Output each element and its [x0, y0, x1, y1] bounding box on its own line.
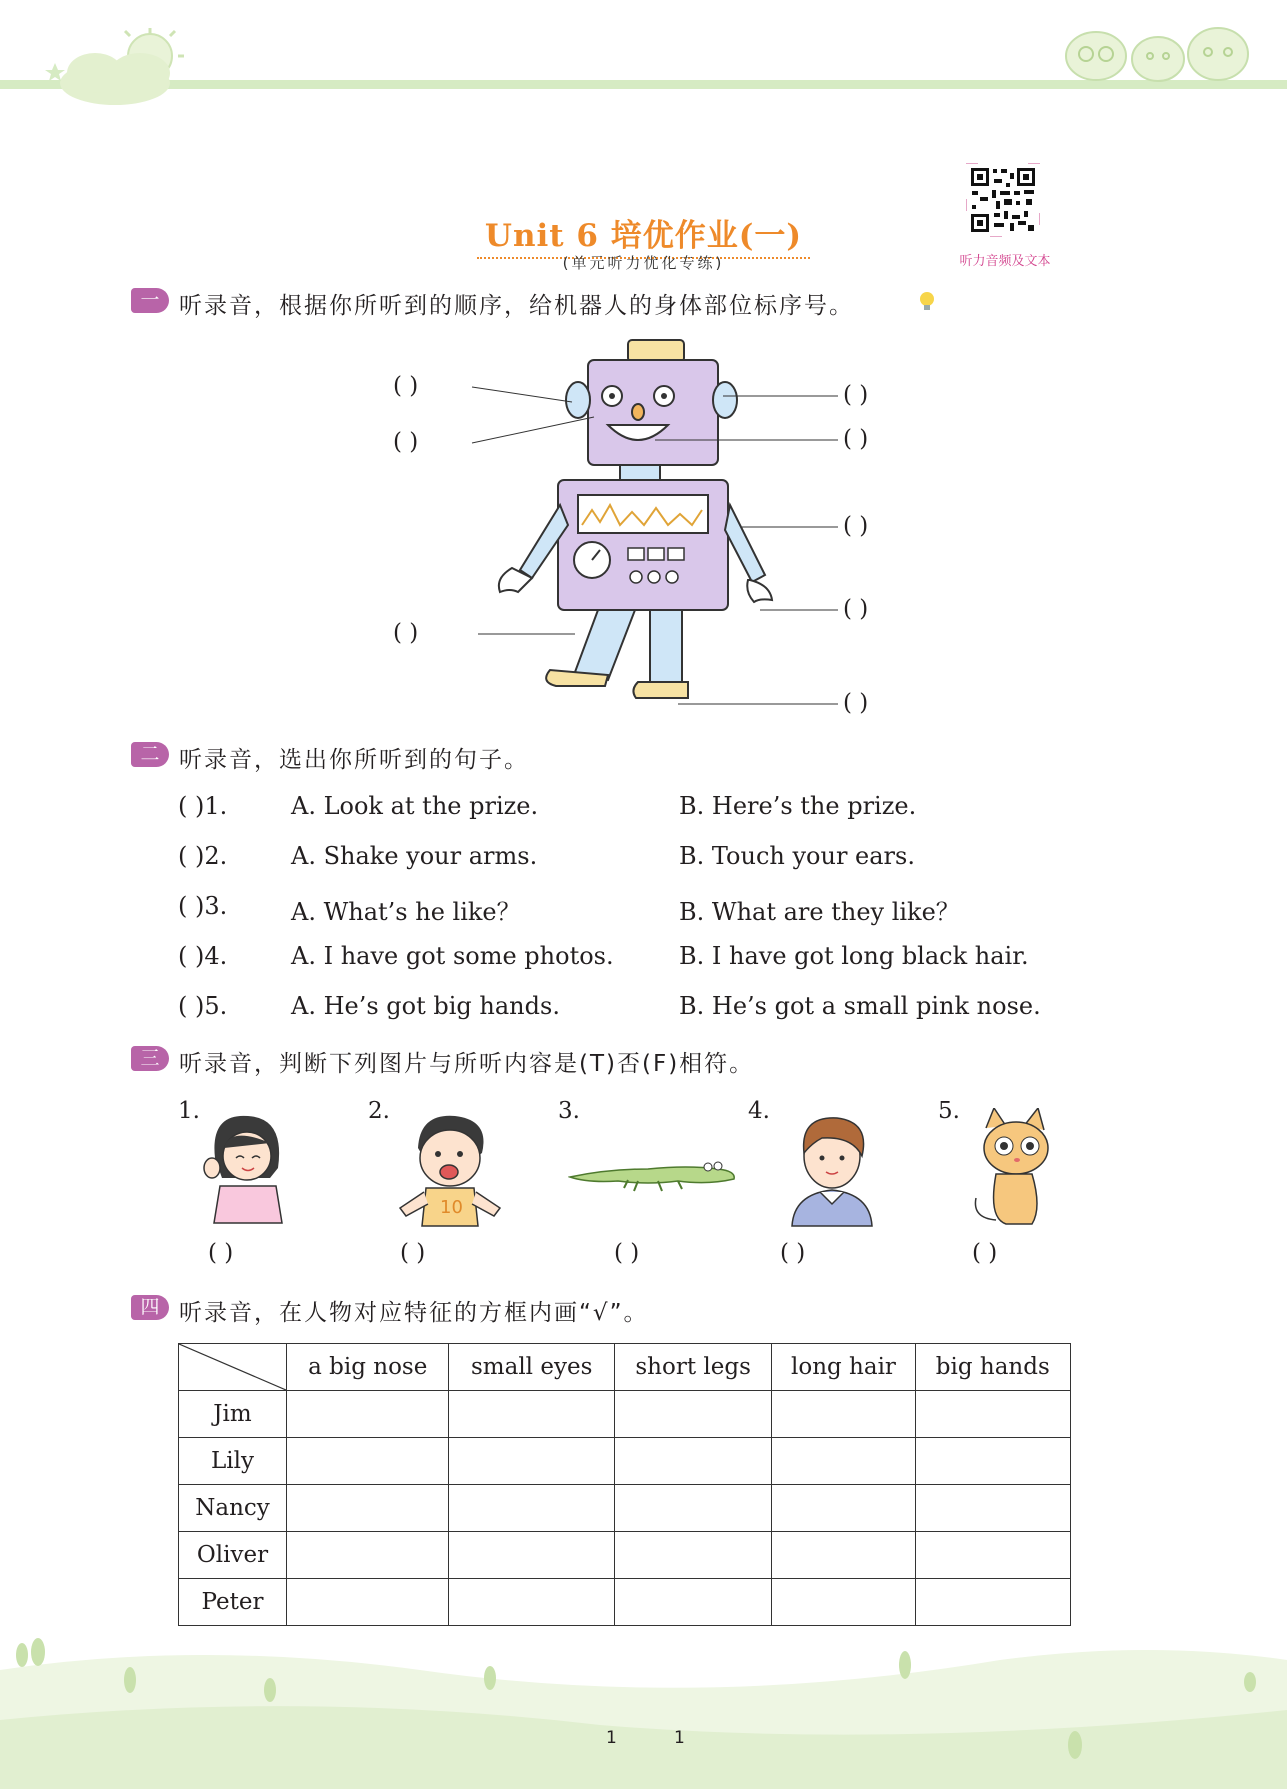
page-number-right: 1 — [674, 1728, 685, 1748]
question-1-option-b: B. Here’s the prize. — [679, 792, 917, 820]
table-row — [179, 1579, 1071, 1626]
answer-blank-right-2[interactable]: ( ) — [843, 426, 869, 452]
man-icon — [782, 1108, 882, 1228]
row-label: Lily — [179, 1438, 287, 1485]
picture-4-number: 4. — [748, 1098, 770, 1124]
answer-blank-left-2[interactable]: ( ) — [393, 429, 419, 455]
question-1-number[interactable]: ( )1. — [178, 792, 228, 820]
robot-illustration — [440, 330, 880, 710]
question-2-option-a: A. Shake your arms. — [291, 842, 538, 870]
check-cell[interactable] — [614, 1391, 771, 1438]
feature-table — [178, 1343, 1071, 1626]
question-4-number[interactable]: ( )4. — [178, 942, 228, 970]
column-header: short legs — [614, 1344, 771, 1391]
picture-1-number: 1. — [178, 1098, 200, 1124]
picture-4-answer[interactable]: ( ) — [780, 1240, 806, 1266]
crocodile-icon — [568, 1155, 738, 1195]
row-label: Peter — [179, 1579, 287, 1626]
check-cell[interactable] — [449, 1391, 614, 1438]
column-header: a big nose — [287, 1344, 449, 1391]
question-5-option-a: A. He’s got big hands. — [291, 992, 560, 1020]
page-title: Unit 6 培优作业(一) — [477, 210, 810, 259]
diagonal-line — [179, 1344, 286, 1390]
check-cell[interactable] — [449, 1579, 614, 1626]
check-cell[interactable] — [287, 1532, 449, 1579]
question-2-option-b: B. Touch your ears. — [679, 842, 915, 870]
check-cell[interactable] — [614, 1532, 771, 1579]
row-label: Nancy — [179, 1485, 287, 1532]
picture-5-answer[interactable]: ( ) — [972, 1240, 998, 1266]
question-1-option-a: A. Look at the prize. — [291, 792, 539, 820]
question-2-number[interactable]: ( )2. — [178, 842, 228, 870]
section-2-instruction: 听录音，选出你所听到的句子。 — [179, 747, 529, 773]
picture-2-number: 2. — [368, 1098, 390, 1124]
lightbulb-icon — [917, 290, 937, 314]
picture-1-answer[interactable]: ( ) — [208, 1240, 234, 1266]
column-header: big hands — [915, 1344, 1070, 1391]
column-header: long hair — [772, 1344, 915, 1391]
table-row — [179, 1532, 1071, 1579]
check-cell[interactable] — [287, 1438, 449, 1485]
section-1-instruction: 听录音，根据你所听到的顺序，给机器人的身体部位标序号。 — [179, 293, 854, 319]
check-cell[interactable] — [915, 1391, 1070, 1438]
answer-blank-right-4[interactable]: ( ) — [843, 596, 869, 622]
check-cell[interactable] — [614, 1485, 771, 1532]
cat-icon — [966, 1108, 1061, 1228]
qr-code-icon[interactable] — [966, 163, 1040, 237]
check-cell[interactable] — [772, 1532, 915, 1579]
check-cell[interactable] — [772, 1391, 915, 1438]
question-5-number[interactable]: ( )5. — [178, 992, 228, 1020]
question-4-option-b: B. I have got long black hair. — [679, 942, 1029, 970]
row-label: Oliver — [179, 1532, 287, 1579]
row-label: Jim — [179, 1391, 287, 1438]
check-cell[interactable] — [287, 1485, 449, 1532]
page-subtitle: (单元听力优化专练) — [562, 254, 725, 272]
check-cell[interactable] — [772, 1579, 915, 1626]
answer-blank-right-5[interactable]: ( ) — [843, 690, 869, 716]
question-4-option-a: A. I have got some photos. — [291, 942, 614, 970]
question-3-option-a: A. What’s he like？ — [291, 898, 521, 926]
answer-blank-right-3[interactable]: ( ) — [843, 513, 869, 539]
picture-3-number: 3. — [558, 1098, 580, 1124]
animal-faces-icon — [1058, 14, 1258, 84]
section-4-badge: 四 — [131, 1295, 169, 1320]
check-cell[interactable] — [449, 1438, 614, 1485]
sun-cloud-icon — [40, 28, 190, 108]
qr-label: 听力音频及文本 — [959, 254, 1051, 269]
check-cell[interactable] — [614, 1579, 771, 1626]
question-3-option-b: B. What are they like？ — [679, 898, 960, 926]
check-cell[interactable] — [915, 1485, 1070, 1532]
table-header-row — [179, 1344, 1071, 1391]
picture-3-answer[interactable]: ( ) — [614, 1240, 640, 1266]
table-row — [179, 1438, 1071, 1485]
check-cell[interactable] — [772, 1438, 915, 1485]
check-cell[interactable] — [772, 1485, 915, 1532]
question-5-option-b: B. He’s got a small pink nose. — [679, 992, 1041, 1020]
check-cell[interactable] — [287, 1391, 449, 1438]
section-4-instruction: 听录音，在人物对应特征的方框内画“√”。 — [179, 1300, 649, 1326]
check-cell[interactable] — [915, 1579, 1070, 1626]
check-cell[interactable] — [614, 1438, 771, 1485]
section-1-badge: 一 — [131, 288, 169, 313]
table-corner-cell — [179, 1344, 287, 1391]
check-cell[interactable] — [449, 1485, 614, 1532]
table-row — [179, 1391, 1071, 1438]
girl-icon — [200, 1108, 290, 1228]
check-cell[interactable] — [915, 1438, 1070, 1485]
section-3-instruction: 听录音，判断下列图片与所听内容是(T)否(F)相符。 — [179, 1051, 755, 1077]
answer-blank-left-3[interactable]: ( ) — [393, 620, 419, 646]
answer-blank-left-1[interactable]: ( ) — [393, 373, 419, 399]
table-row — [179, 1485, 1071, 1532]
answer-blank-right-1[interactable]: ( ) — [843, 382, 869, 408]
check-cell[interactable] — [915, 1532, 1070, 1579]
picture-2-answer[interactable]: ( ) — [400, 1240, 426, 1266]
boy-icon — [390, 1108, 510, 1228]
check-cell[interactable] — [287, 1579, 449, 1626]
svg-text:10: 10 — [440, 1197, 463, 1218]
section-3-badge: 三 — [131, 1046, 169, 1071]
column-header: small eyes — [449, 1344, 614, 1391]
page-number-left: 1 — [606, 1728, 617, 1748]
picture-5-number: 5. — [938, 1098, 960, 1124]
hills-background — [0, 1630, 1287, 1789]
check-cell[interactable] — [449, 1532, 614, 1579]
question-3-number[interactable]: ( )3. — [178, 892, 228, 920]
section-2-badge: 二 — [131, 742, 169, 767]
